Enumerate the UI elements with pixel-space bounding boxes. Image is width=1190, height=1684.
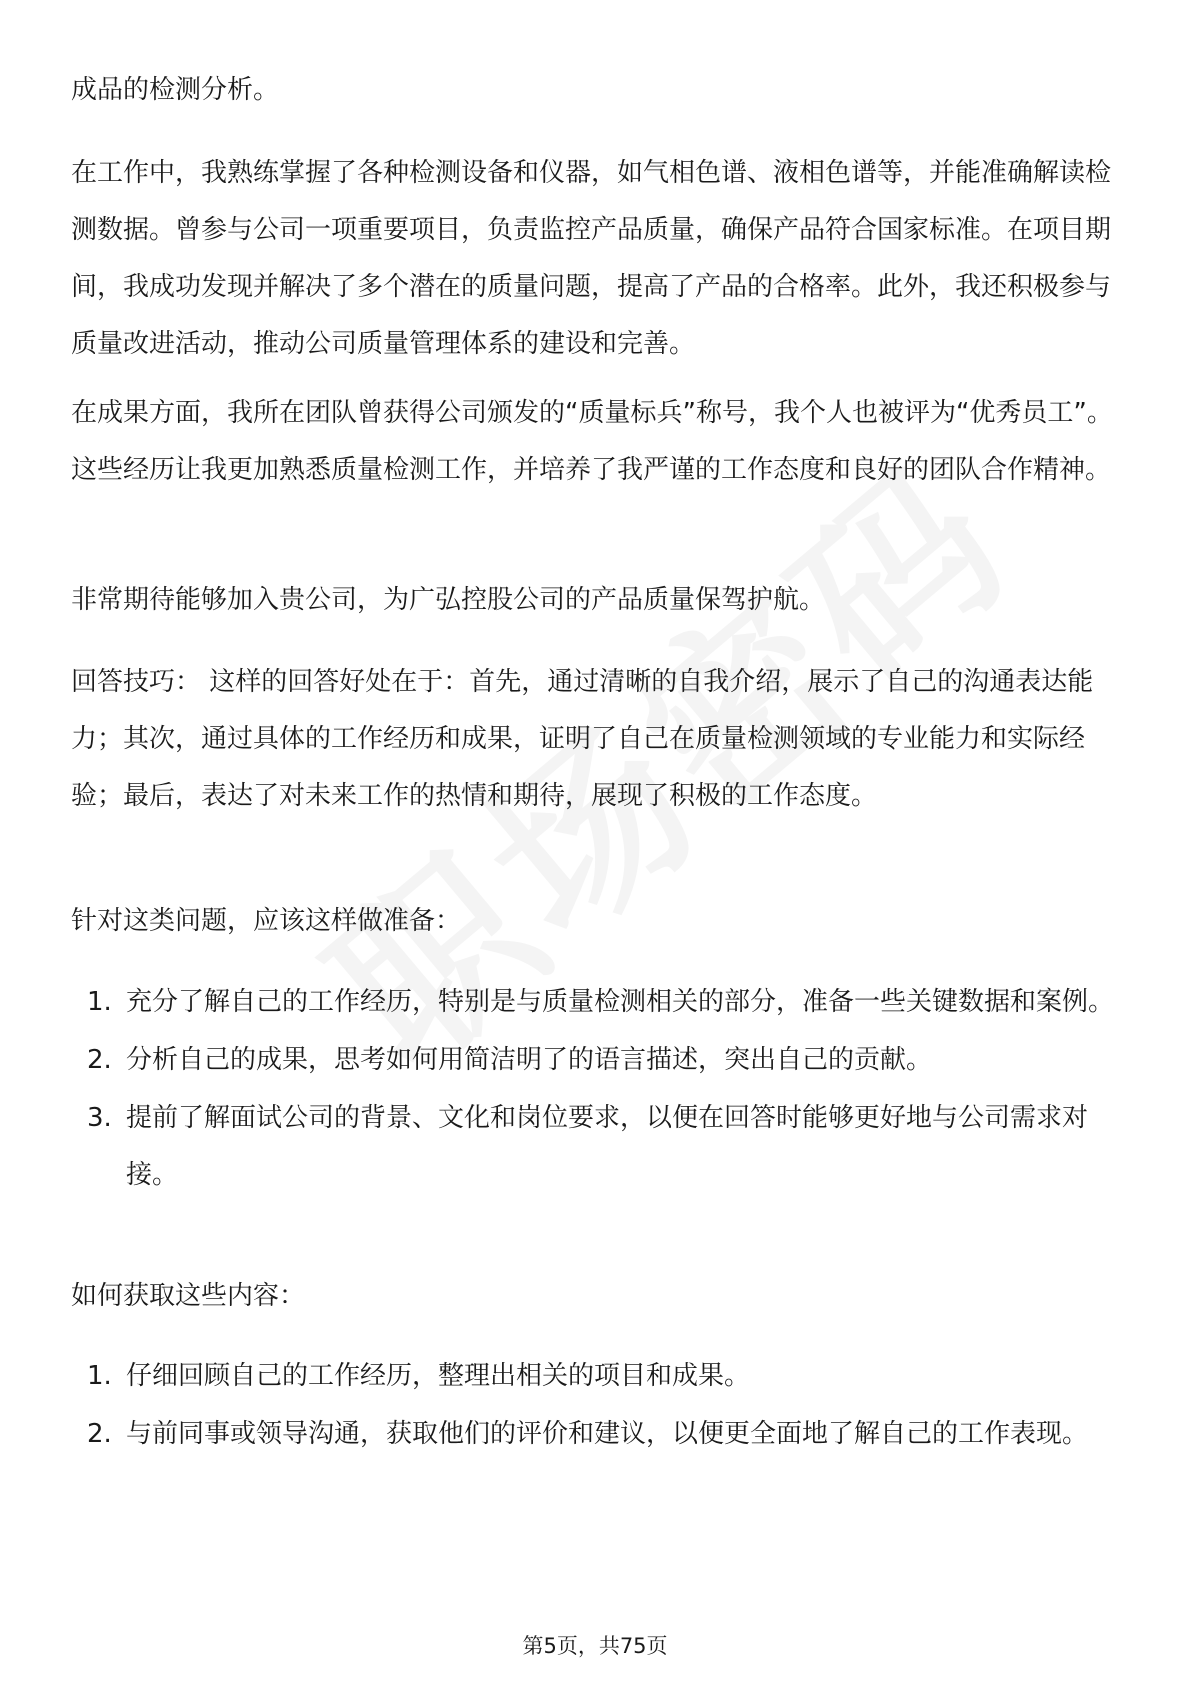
- heading-preparation: 针对这类问题，应该这样做准备：: [71, 906, 462, 936]
- list-item-text: 与前同事或领导沟通，获取他们的评价和建议，以便更全面地了解自己的工作表现。: [126, 1419, 1089, 1449]
- list-item: [71, 1406, 1116, 1463]
- page-number-footer: 第5页，共75页: [522, 1634, 668, 1658]
- list-item: [71, 1032, 1116, 1089]
- paragraph-achievements: 在成果方面，我所在团队曾获得公司颁发的“质量标兵”称号，我个人也被评为“优秀员工”。这些经历让我更加熟悉质量检测工作，并培养了我严谨的工作态度和良好的团队合作精神。: [71, 398, 1113, 485]
- list-item-text: 分析自己的成果，思考如何用简洁明了的语言描述，突出自己的贡献。: [126, 1045, 933, 1075]
- list-number: 1.: [87, 1361, 112, 1391]
- heading-how-to-obtain: 如何获取这些内容：: [71, 1281, 306, 1311]
- list-number: 2.: [87, 1419, 112, 1449]
- list-number: 1.: [87, 987, 112, 1017]
- list-item-text: 提前了解面试公司的背景、文化和岗位要求，以便在回答时能够更好地与公司需求对接。: [126, 1103, 1089, 1190]
- list-number: 3.: [87, 1103, 112, 1133]
- paragraph-intro-tail: 成品的检测分析。: [71, 75, 280, 105]
- how-to-list: [71, 1348, 1116, 1464]
- list-item-text: 充分了解自己的工作经历，特别是与质量检测相关的部分，准备一些关键数据和案例。: [126, 987, 1115, 1017]
- paragraph-closing: 非常期待能够加入贵公司，为广弘控股公司的产品质量保驾护航。: [71, 585, 826, 615]
- list-item: [71, 1090, 1116, 1204]
- list-item: [71, 1348, 1116, 1405]
- list-item-text: 仔细回顾自己的工作经历，整理出相关的项目和成果。: [126, 1361, 751, 1391]
- paragraph-work-experience: 在工作中，我熟练掌握了各种检测设备和仪器，如气相色谱、液相色谱等，并能准确解读检测数据。曾参与公司一项重要项目，负责监控产品质量，确保产品符合国家标准。在项目期间，我成功发现并解决了多个潜在的质量问题，提高了产品的合格率。此外，我还积极参与质量改进活动，推动公司质量管理体系的建设和完善。: [71, 158, 1112, 359]
- preparation-list: [71, 974, 1116, 1205]
- list-item: [71, 974, 1116, 1031]
- paragraph-answer-tips: 回答技巧： 这样的回答好处在于：首先，通过清晰的自我介绍，展示了自己的沟通表达能力；其次，通过具体的工作经历和成果，证明了自己在质量检测领域的专业能力和实际经验；最后，表达了对未来工作的热情和期待，展现了积极的工作态度。: [71, 667, 1094, 811]
- list-number: 2.: [87, 1045, 112, 1075]
